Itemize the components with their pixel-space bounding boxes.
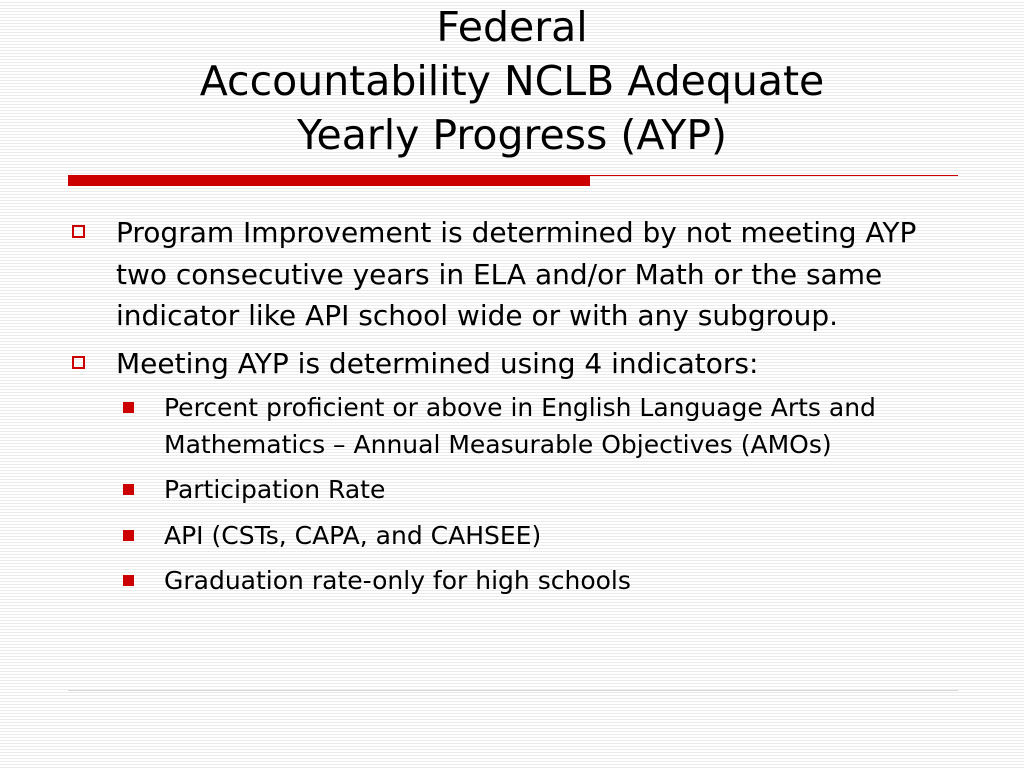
- sub-bullet-api: [66, 518, 946, 555]
- footer-divider: [68, 690, 958, 691]
- title-divider-thick: [68, 175, 590, 186]
- sub-bullet-graduation-rate: [66, 563, 946, 600]
- filled-square-bullet-icon: [123, 575, 134, 586]
- bullet-meeting-ayp: [66, 343, 946, 385]
- filled-square-bullet-icon: [123, 484, 134, 495]
- bullet-text: Program Improvement is determined by not meeting AYP two consecutive years in ELA and/or Math or the same indicator like API school wide or with any subgroup.: [116, 216, 917, 332]
- sub-bullet-text: Participation Rate: [164, 475, 386, 504]
- slide-body: [66, 212, 946, 609]
- title-line-2: Accountability NCLB Adequate: [199, 57, 825, 105]
- bullet-text: Meeting AYP is determined using 4 indicators:: [116, 346, 759, 380]
- slide-title: [80, 0, 944, 162]
- sub-bullet-percent-proficient: [66, 390, 946, 463]
- sub-bullet-participation-rate: [66, 472, 946, 509]
- title-line-3: Yearly Progress (AYP): [296, 111, 728, 159]
- bullet-program-improvement: [66, 212, 946, 337]
- hollow-square-bullet-icon: [72, 356, 85, 369]
- title-line-1: Federal: [436, 3, 588, 51]
- sub-bullet-text: Percent proficient or above in English Language Arts and Mathematics – Annual Measurable Objectives (AMOs): [164, 393, 876, 459]
- filled-square-bullet-icon: [123, 402, 134, 413]
- filled-square-bullet-icon: [123, 530, 134, 541]
- sub-bullet-text: Graduation rate-only for high schools: [164, 566, 631, 595]
- sub-bullet-text: API (CSTs, CAPA, and CAHSEE): [164, 520, 542, 550]
- hollow-square-bullet-icon: [72, 225, 85, 238]
